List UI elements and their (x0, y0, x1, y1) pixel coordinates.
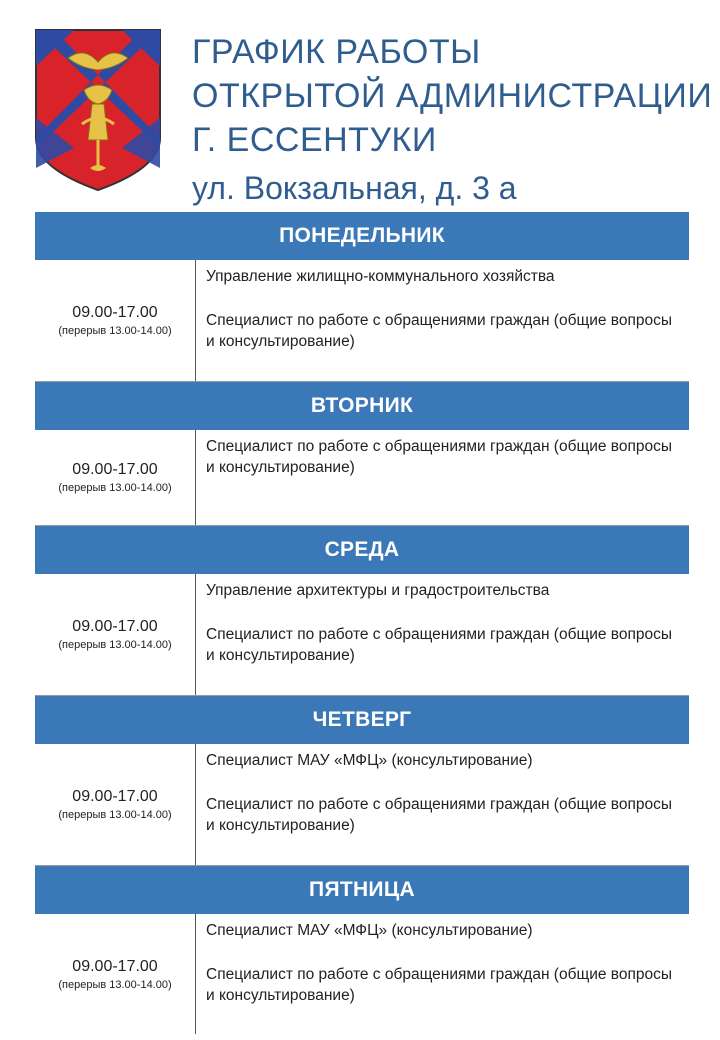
service-item: Специалист по работе с обращениями граждан (общие вопросы и консультирование) (206, 312, 673, 350)
hours-cell (35, 744, 196, 865)
day-header: ПОНЕДЕЛЬНИК (35, 212, 689, 260)
day-body (35, 260, 689, 382)
hours-cell (35, 574, 196, 695)
service-item: Специалист по работе с обращениями граждан (общие вопросы и консультирование) (206, 626, 673, 664)
services-cell (196, 744, 689, 865)
day-monday (35, 212, 689, 382)
break-hours: (перерыв 13.00-14.00) (58, 482, 172, 494)
schedule-table (35, 212, 689, 1034)
hours-cell (35, 260, 196, 381)
title-line-2: ОТКРЫТОЙ АДМИНИСТРАЦИИ (192, 77, 713, 115)
header-title-block (192, 30, 712, 208)
day-header: ПЯТНИЦА (35, 866, 689, 914)
break-hours: (перерыв 13.00-14.00) (58, 325, 172, 337)
service-item: Специалист МАУ «МФЦ» (консультирование) (206, 922, 533, 939)
day-friday (35, 866, 689, 1034)
working-hours: 09.00-17.00 (72, 788, 158, 805)
hours-cell (35, 430, 196, 525)
working-hours: 09.00-17.00 (72, 618, 158, 635)
day-header: ВТОРНИК (35, 382, 689, 430)
day-body (35, 574, 689, 696)
day-header: ЧЕТВЕРГ (35, 696, 689, 744)
services-cell (196, 574, 689, 695)
service-item: Специалист по работе с обращениями граждан (общие вопросы и консультирование) (206, 966, 673, 1004)
service-item: Специалист по работе с обращениями граждан (общие вопросы и консультирование) (206, 438, 673, 476)
address: ул. Вокзальная, д. 3 а (192, 170, 517, 206)
break-hours: (перерыв 13.00-14.00) (58, 639, 172, 651)
day-wednesday (35, 526, 689, 696)
day-body (35, 430, 689, 526)
title-line-1: ГРАФИК РАБОТЫ (192, 33, 481, 71)
services-cell (196, 260, 689, 381)
service-item: Специалист МАУ «МФЦ» (консультирование) (206, 752, 533, 769)
working-hours: 09.00-17.00 (72, 304, 158, 321)
working-hours: 09.00-17.00 (72, 957, 158, 975)
break-hours: (перерыв 13.00-14.00) (58, 978, 172, 991)
coat-of-arms-icon (34, 28, 162, 192)
service-item: Управление жилищно-коммунального хозяйства (206, 268, 555, 285)
working-hours: 09.00-17.00 (72, 461, 158, 478)
services-cell (196, 914, 689, 1034)
day-header: СРЕДА (35, 526, 689, 574)
day-body (35, 914, 689, 1034)
service-item: Управление архитектуры и градостроительства (206, 582, 550, 599)
hours-cell (35, 914, 196, 1034)
day-thursday (35, 696, 689, 866)
service-item: Специалист по работе с обращениями граждан (общие вопросы и консультирование) (206, 796, 673, 834)
break-hours: (перерыв 13.00-14.00) (58, 809, 172, 821)
page-header (0, 0, 720, 210)
day-body (35, 744, 689, 866)
day-tuesday (35, 382, 689, 526)
title-line-3: Г. ЕССЕНТУКИ (192, 121, 437, 159)
services-cell (196, 430, 689, 525)
